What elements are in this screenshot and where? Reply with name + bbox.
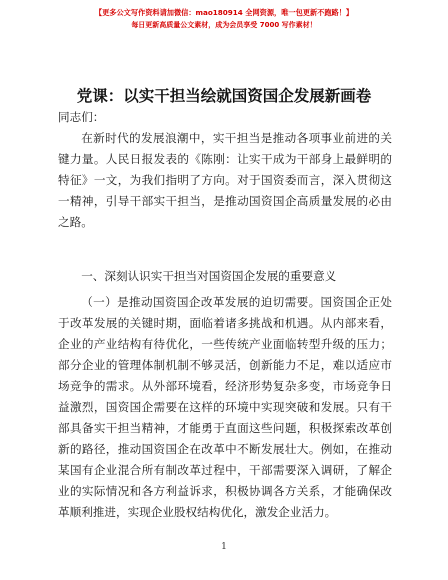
salutation: 同志们：	[58, 110, 105, 124]
paragraph-section1-item1: （一）是推动国资国企改革发展的迫切需要。国资国企正处于改革发展的关键时期，面临着诸多挑战和机遇。从内部来看，企业的产业结构有待优化，一些传统产业面临转型升级的压力；部分企业的管理体制机制不够灵活，创新能力不足，难以适应市场竞争的需求。从外部环境看，经济形势复杂多变，市场竞争日益激烈，国资国企需要在这样的环境中实现突破和发展。只有干部具备实干担当精神，才能勇于直面这些问题，积极探索改革创新的路径，推动国资国企在改革中不断发展壮大。例如，在推动某国有企业混合所有制改革过程中，干部需要深入调研，了解企业的实际情况和各方利益诉求，积极协调各方关系，才能确保改革顺利推进，实现企业股权结构优化，激发企业活力。	[58, 295, 392, 519]
section-heading-1: 一、深刻认识实干担当对国资国企发展的重要意义	[81, 269, 337, 283]
paragraph-intro: 在新时代的发展浪潮中，实干担当是推动各项事业前进的关键力量。人民日报发表的《陈刚：让实干成为干部身上最鲜明的特征》一文，为我们指明了方向。对于国资委而言，深入贯彻这一精神，引导干部实干担当，是推动国资国企高质量发展的必由之路。	[58, 131, 392, 229]
promo-banner-line1: 【更多公文写作资料请加微信：mao180914 全网资源，唯一包更新不跑路！】	[94, 8, 354, 17]
page-number: 1	[221, 542, 227, 552]
promo-banner-line2: 每日更新高质量公文素材，成为会员享受 7000 写作素材！	[131, 21, 317, 29]
document-title: 党课：以实干担当绘就国资国企发展新画卷	[76, 87, 372, 105]
